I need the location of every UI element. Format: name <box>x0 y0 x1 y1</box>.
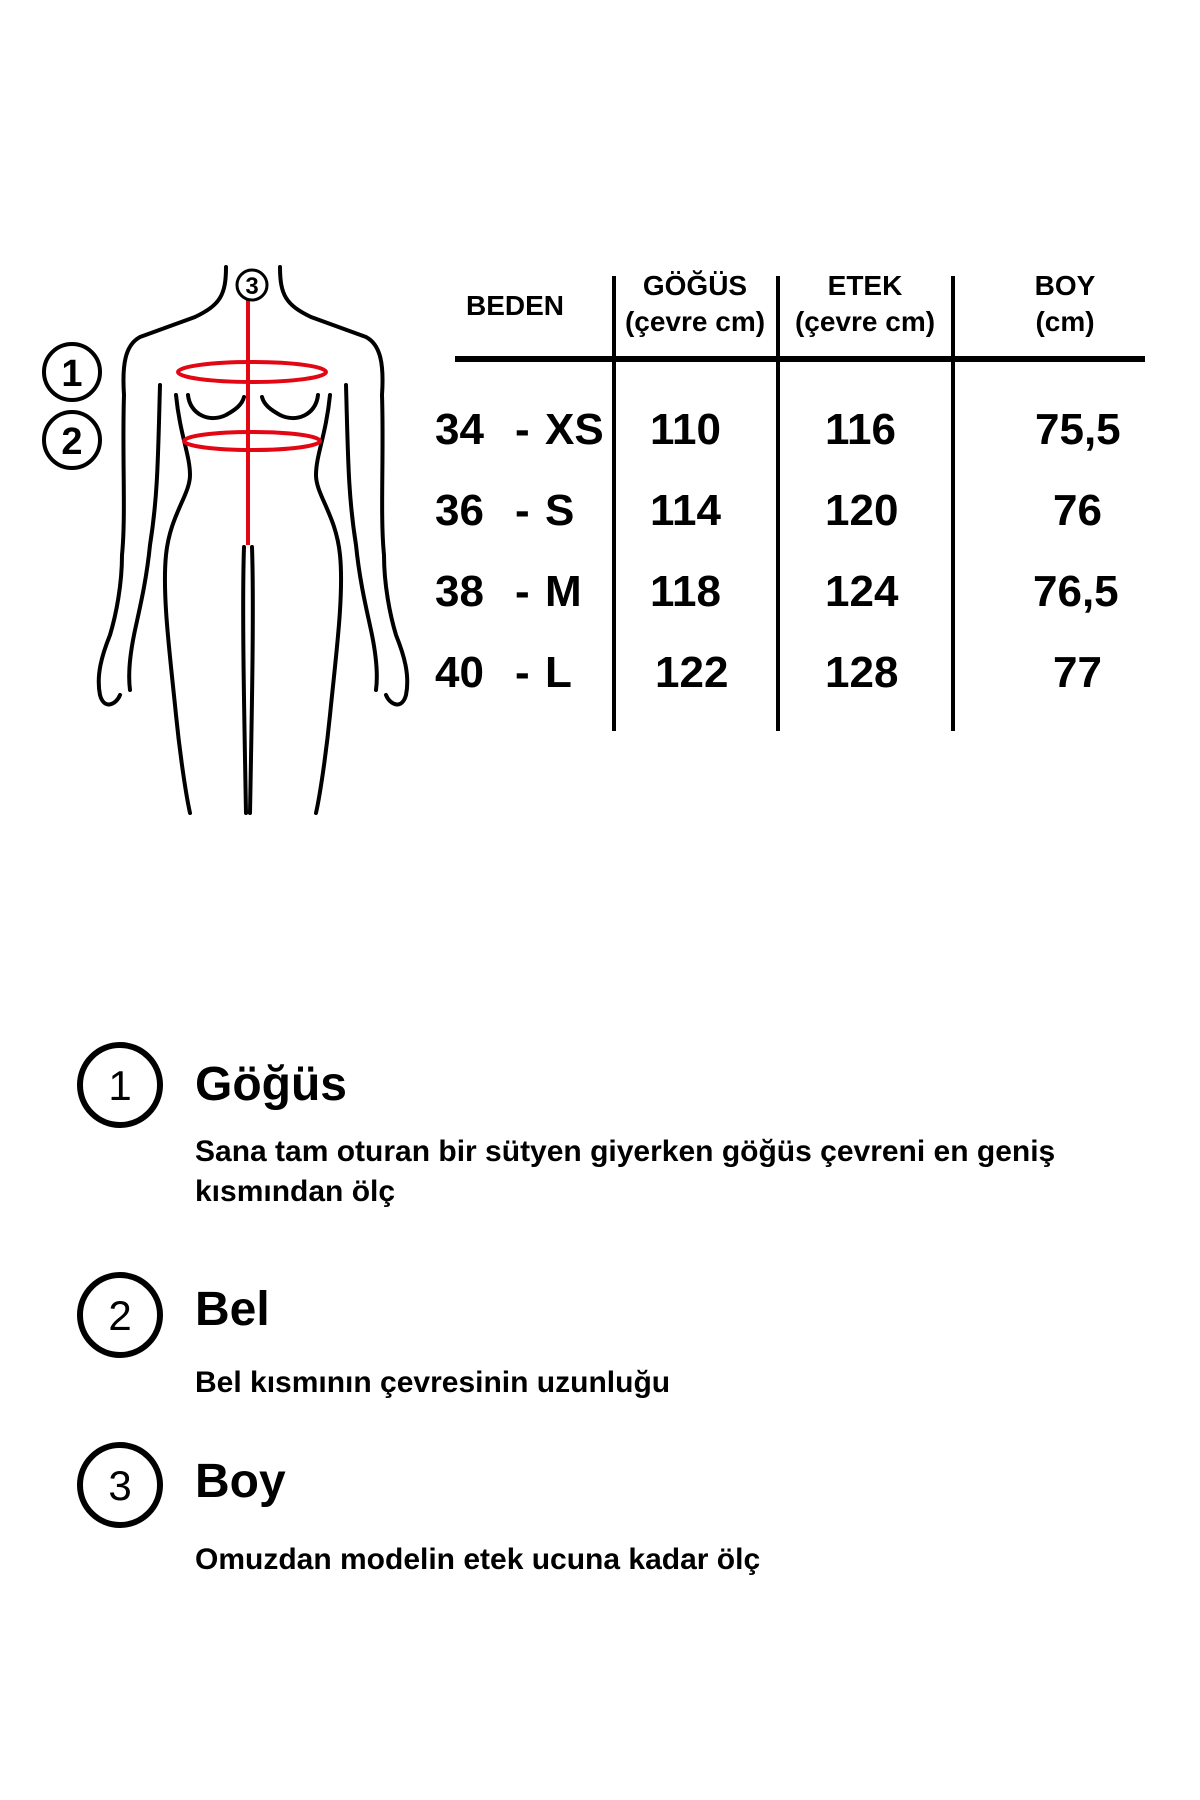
column-divider-2 <box>776 276 780 731</box>
size-letter: XS <box>545 405 604 454</box>
column-divider-1 <box>612 276 616 731</box>
size-dash: - <box>515 405 530 454</box>
length-value: 77 <box>1053 648 1102 697</box>
length-value: 75,5 <box>1035 405 1121 454</box>
size-number: 40 <box>435 648 484 697</box>
legend-title-waist: Bel <box>195 1283 270 1336</box>
legend-desc-chest: Sana tam oturan bir sütyen giyerken göğüs çevreni en geniş kısmından ölç <box>195 1135 1056 1208</box>
svg-text:3: 3 <box>245 273 259 300</box>
legend-number-1-icon <box>75 1040 165 1130</box>
column-divider-3 <box>951 276 955 731</box>
svg-text:2: 2 <box>108 1292 132 1339</box>
header-chest-line2: (çevre cm) <box>624 306 766 337</box>
header-size-label: BEDEN <box>465 290 564 321</box>
figure-marker-1 <box>44 344 100 400</box>
header-hem-line2: (çevre cm) <box>794 306 936 337</box>
legend-item-waist <box>75 1270 1175 1420</box>
legend-item-length <box>75 1440 1175 1590</box>
legend-number-2-icon <box>75 1270 165 1360</box>
hem-value: 120 <box>825 486 899 535</box>
header-size <box>455 288 575 324</box>
size-dash: - <box>515 648 530 697</box>
hem-value: 128 <box>825 648 899 697</box>
legend-desc-waist: Bel kısmının çevresinin uzunluğu <box>195 1366 671 1399</box>
size-number: 36 <box>435 486 484 535</box>
length-value: 76 <box>1053 486 1102 535</box>
header-divider <box>455 356 1145 362</box>
legend-title-chest: Göğüs <box>195 1058 347 1111</box>
body-outline <box>99 267 408 813</box>
size-letter: S <box>545 486 575 535</box>
legend-desc-length: Omuzdan modelin etek ucuna kadar ölç <box>195 1543 761 1576</box>
svg-text:1: 1 <box>61 353 83 395</box>
size-dash: - <box>515 486 530 535</box>
chest-value: 110 <box>650 405 721 454</box>
hem-value: 116 <box>825 405 896 454</box>
header-length-line2: (cm) <box>1035 306 1095 337</box>
header-chest <box>615 268 775 340</box>
chest-value: 118 <box>650 567 721 616</box>
measurement-lines <box>178 279 326 545</box>
size-letter: M <box>545 567 582 616</box>
size-letter: L <box>545 648 572 697</box>
size-dash: - <box>515 567 530 616</box>
chest-value: 122 <box>655 648 729 697</box>
header-hem <box>780 268 950 340</box>
header-length <box>1010 268 1120 340</box>
legend-item-chest <box>75 1040 1175 1240</box>
legend-title-length: Boy <box>195 1455 286 1508</box>
svg-text:3: 3 <box>108 1462 132 1509</box>
figure-marker-2 <box>44 412 100 468</box>
length-value: 76,5 <box>1033 567 1119 616</box>
hem-value: 124 <box>825 567 899 616</box>
chest-value: 114 <box>650 486 721 535</box>
legend-number-3-icon <box>75 1440 165 1530</box>
header-chest-line1: GÖĞÜS <box>642 270 748 301</box>
header-length-line1: BOY <box>1034 270 1096 301</box>
waist-line <box>184 432 320 450</box>
header-hem-line1: ETEK <box>827 270 903 301</box>
size-number: 38 <box>435 567 484 616</box>
chest-line <box>178 362 326 382</box>
figure-marker-3 <box>237 270 267 300</box>
svg-text:2: 2 <box>61 421 83 463</box>
svg-text:1: 1 <box>108 1062 132 1109</box>
body-measurement-figure <box>30 255 410 815</box>
size-number: 34 <box>435 405 484 454</box>
